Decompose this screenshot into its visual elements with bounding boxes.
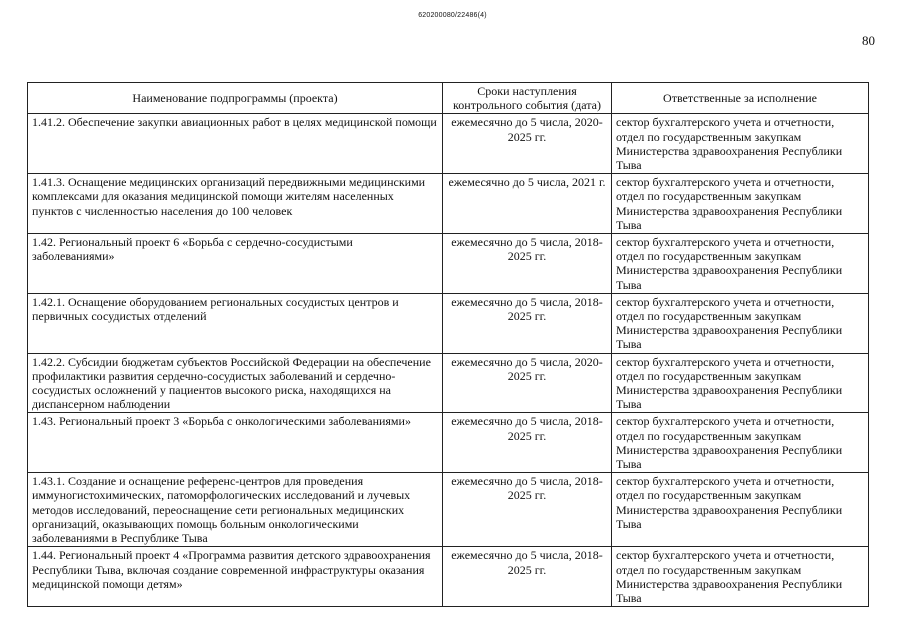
row-deadline: ежемесячно до 5 числа, 2021 г.: [443, 174, 612, 234]
column-header-responsible: Ответственные за исполнение: [612, 83, 869, 114]
document-code: 620200080/22486(4): [418, 12, 487, 19]
table-row: [28, 473, 869, 547]
row-name: 1.41.3. Оснащение медицинских организаций передвижными медицинскими комплексами для оказания медицинской помощи жителям населенных пунктов с численностью населения до 100 человек: [28, 174, 443, 234]
subprogram-table: [27, 82, 869, 607]
row-responsible: сектор бухгалтерского учета и отчетности, отдел по государственным закупкам Министерства здравоохранения Республики Тыва: [612, 473, 869, 547]
row-deadline: ежемесячно до 5 числа, 2020-2025 гг.: [443, 114, 612, 174]
column-header-deadline: Сроки наступления контрольного события (дата): [443, 83, 612, 114]
table-row: [28, 114, 869, 174]
row-name: 1.41.2. Обеспечение закупки авиационных работ в целях медицинской помощи: [28, 114, 443, 174]
row-deadline: ежемесячно до 5 числа, 2018-2025 гг.: [443, 473, 612, 547]
table-row: [28, 413, 869, 473]
row-responsible: сектор бухгалтерского учета и отчетности, отдел по государственным закупкам Министерства здравоохранения Республики Тыва: [612, 114, 869, 174]
column-header-name: Наименование подпрограммы (проекта): [28, 83, 443, 114]
row-responsible: сектор бухгалтерского учета и отчетности, отдел по государственным закупкам Министерства здравоохранения Республики Тыва: [612, 293, 869, 353]
table-row: [28, 174, 869, 234]
row-name: 1.42. Региональный проект 6 «Борьба с сердечно-сосудистыми заболеваниями»: [28, 234, 443, 294]
row-responsible: сектор бухгалтерского учета и отчетности, отдел по государственным закупкам Министерства здравоохранения Республики Тыва: [612, 174, 869, 234]
row-deadline: ежемесячно до 5 числа, 2018-2025 гг.: [443, 547, 612, 607]
table-row: [28, 353, 869, 413]
row-name: 1.43. Региональный проект 3 «Борьба с онкологическими заболеваниями»: [28, 413, 443, 473]
row-deadline: ежемесячно до 5 числа, 2018-2025 гг.: [443, 234, 612, 294]
table-header-row: [28, 83, 869, 114]
page-number: 80: [862, 33, 875, 48]
row-responsible: сектор бухгалтерского учета и отчетности, отдел по государственным закупкам Министерства здравоохранения Республики Тыва: [612, 353, 869, 413]
row-name: 1.44. Региональный проект 4 «Программа развития детского здравоохранения Республики Тыва, включая создание современной инфраструктуры оказания медицинской помощи детям»: [28, 547, 443, 607]
table-row: [28, 234, 869, 294]
table-row: [28, 293, 869, 353]
row-responsible: сектор бухгалтерского учета и отчетности, отдел по государственным закупкам Министерства здравоохранения Республики Тыва: [612, 234, 869, 294]
row-deadline: ежемесячно до 5 числа, 2018-2025 гг.: [443, 293, 612, 353]
row-responsible: сектор бухгалтерского учета и отчетности, отдел по государственным закупкам Министерства здравоохранения Республики Тыва: [612, 547, 869, 607]
table-row: [28, 547, 869, 607]
row-name: 1.42.1. Оснащение оборудованием региональных сосудистых центров и первичных сосудистых отделений: [28, 293, 443, 353]
row-responsible: сектор бухгалтерского учета и отчетности, отдел по государственным закупкам Министерства здравоохранения Республики Тыва: [612, 413, 869, 473]
row-name: 1.42.2. Субсидии бюджетам субъектов Российской Федерации на обеспечение профилактики развития сердечно-сосудистых заболеваний и сердечно-сосудистых осложнений у пациентов высокого риска, находящихся на диспансерном наблюдении: [28, 353, 443, 413]
row-deadline: ежемесячно до 5 числа, 2020-2025 гг.: [443, 353, 612, 413]
row-name: 1.43.1. Создание и оснащение референс-центров для проведения иммуногистохимических, патоморфологических исследований и лучевых методов исследований, переоснащение сети региональных медицинских организаций, оказывающих помощь больным онкологическими заболеваниями в Республике Тыва: [28, 473, 443, 547]
row-deadline: ежемесячно до 5 числа, 2018-2025 гг.: [443, 413, 612, 473]
